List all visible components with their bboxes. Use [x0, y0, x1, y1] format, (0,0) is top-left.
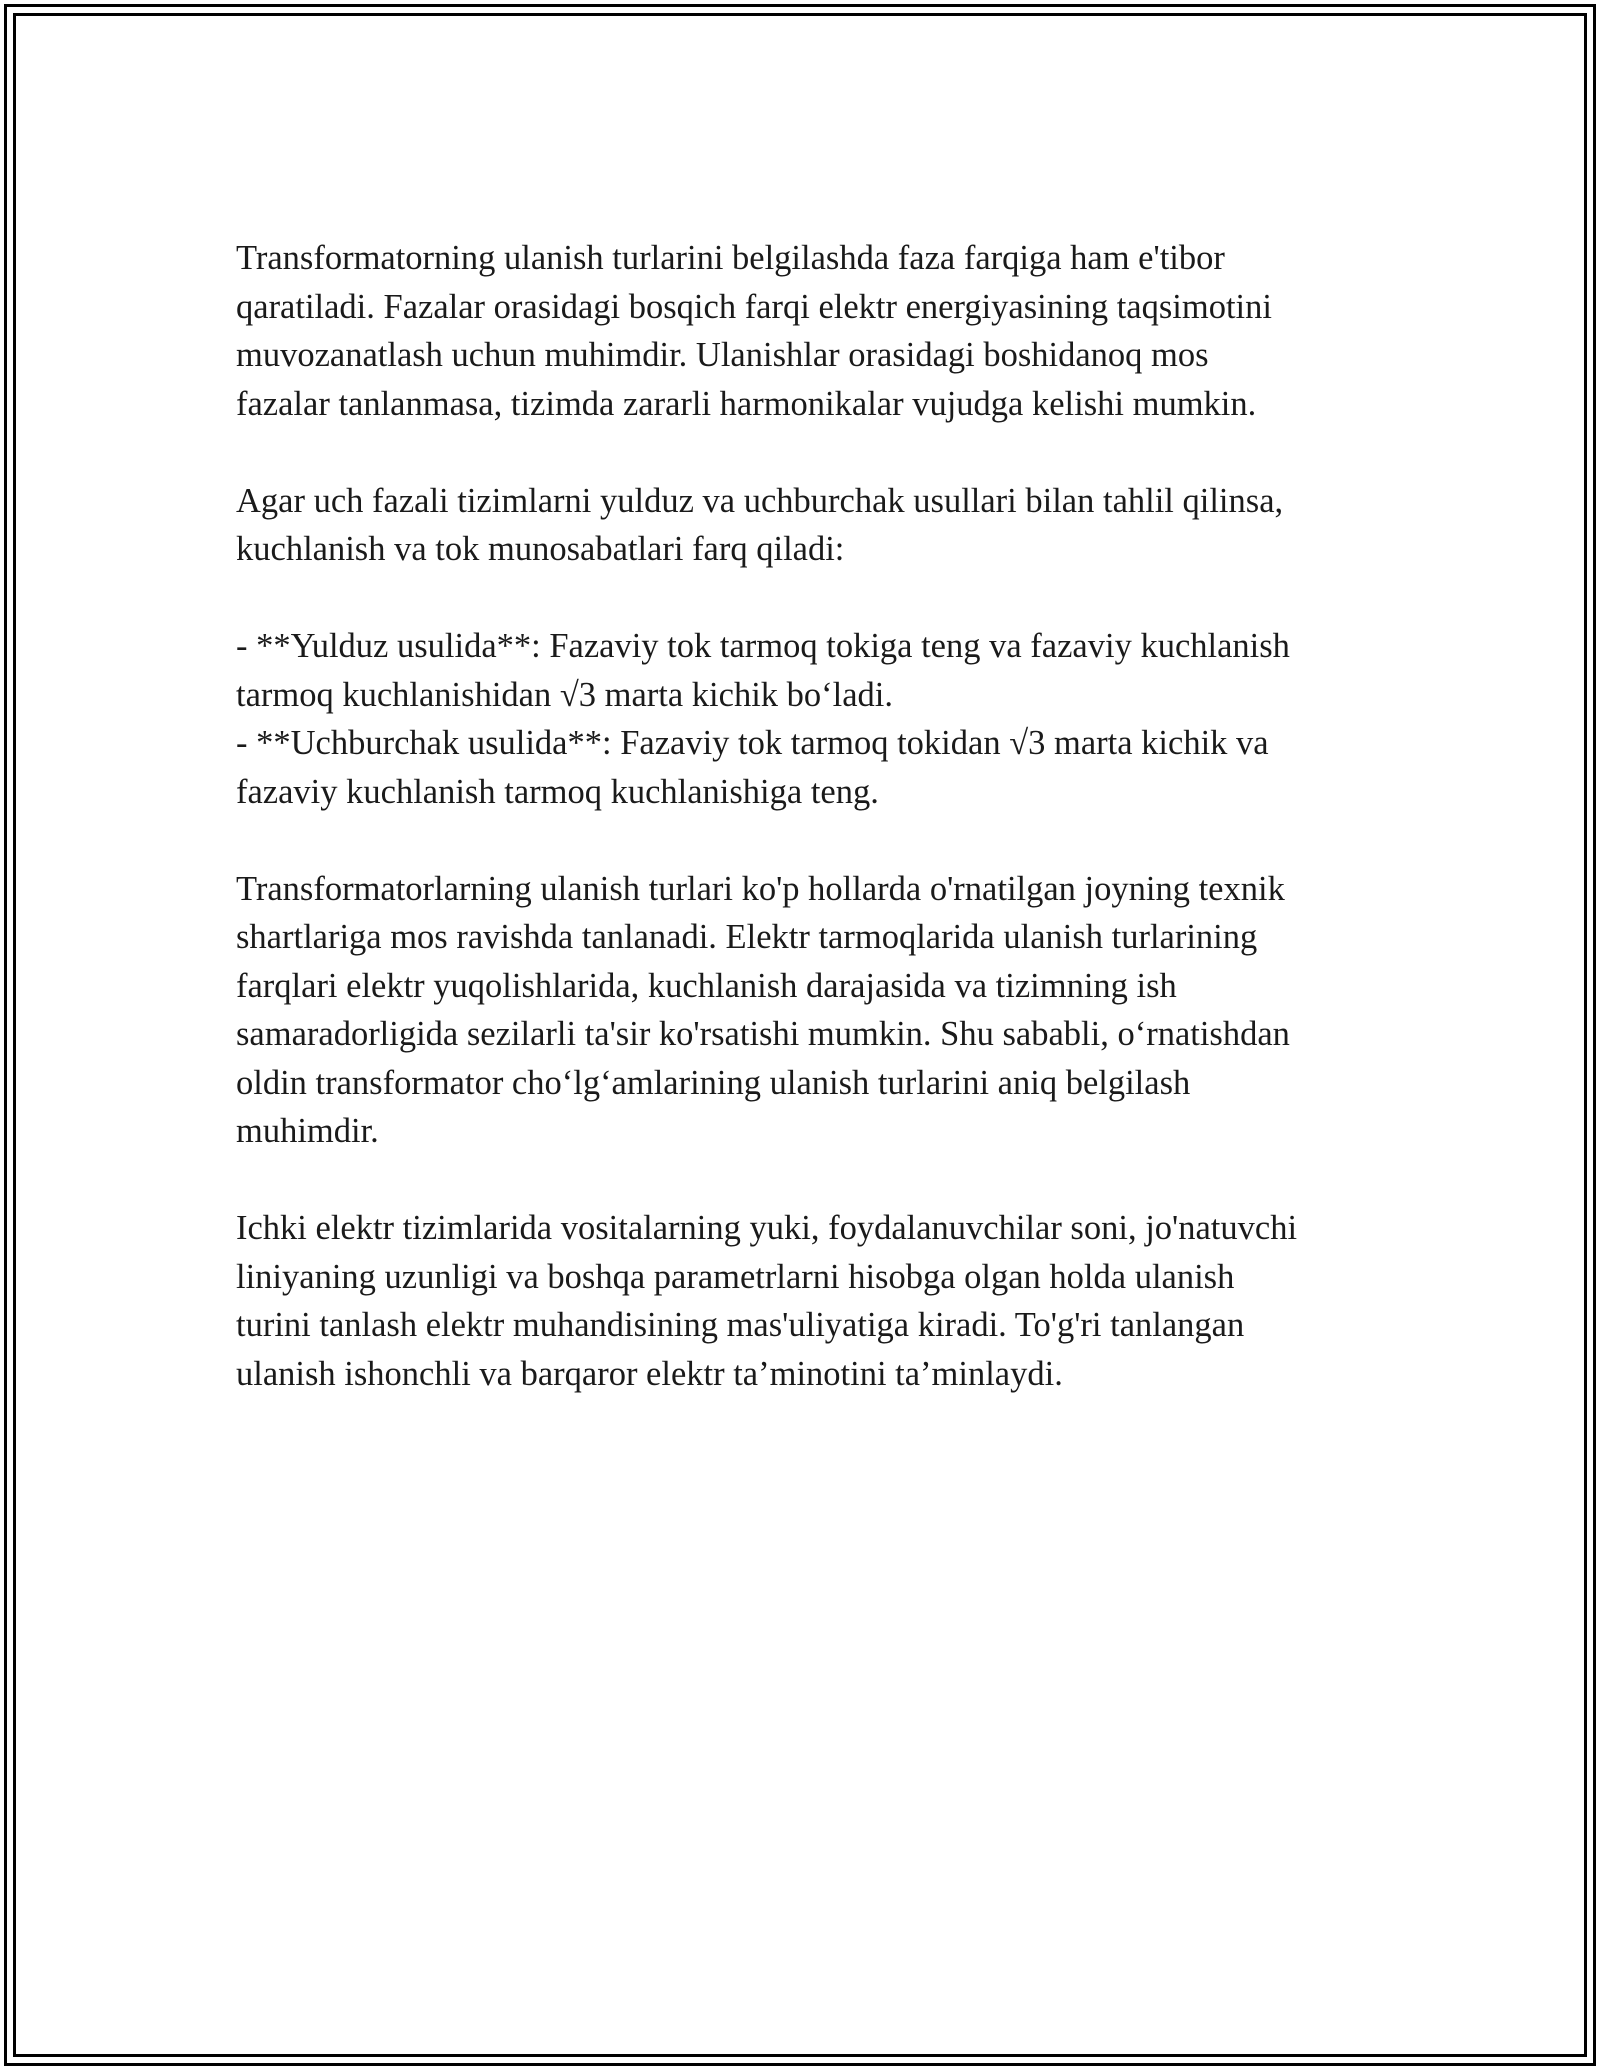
text-line: Transformatorning ulanish turlarini belgilashda faza farqiga ham e'tibor: [236, 239, 1225, 277]
document-body: [236, 234, 1376, 1447]
text-line: Transformatorlarning ulanish turlari ko'p hollarda o'rnatilgan joyning texnik: [236, 869, 1285, 908]
text-line: fazalar tanlanmasa, tizimda zararli harmonikalar vujudga kelishi mumkin.: [236, 384, 1257, 423]
text-line: liniyaning uzunligi va boshqa parametrlarni hisobga olgan holda ulanish: [236, 1257, 1235, 1296]
paragraph-engineer-responsibility: [236, 1204, 1376, 1398]
text-line: shartlariga mos ravishda tanlanadi. Elektr tarmoqlarida ulanish turlarining: [236, 918, 1258, 956]
list-item-line: tarmoq kuchlanishidan √3 marta kichik bo‘ladi.: [236, 675, 894, 714]
text-line: turini tanlash elektr muhandisining mas'uliyatiga kiradi. To'g'ri tanlangan: [236, 1306, 1245, 1344]
paragraph-connection-list: [236, 622, 1376, 816]
text-line: oldin transformator cho‘lg‘amlarining ulanish turlarini aniq belgilash: [236, 1063, 1191, 1102]
text-line: Ichki elektr tizimlarida vositalarning yuki, foydalanuvchilar soni, jo'natuvchi: [236, 1209, 1298, 1247]
paragraph-selection-conditions: [236, 865, 1376, 1156]
text-line: qaratiladi. Fazalar orasidagi bosqich farqi elektr energiyasining taqsimotini: [236, 287, 1272, 326]
text-line: samaradorligida sezilarli ta'sir ko'rsatishi mumkin. Shu sababli, o‘rnatishdan: [236, 1015, 1290, 1053]
paragraph-three-phase-intro: [236, 477, 1376, 574]
text-line: Agar uch fazali tizimlarni yulduz va uchburchak usullari bilan tahlil qilinsa,: [236, 481, 1284, 520]
list-item-line: fazaviy kuchlanish tarmoq kuchlanishiga teng.: [236, 772, 879, 811]
list-item-line: - **Uchburchak usulida**: Fazaviy tok tarmoq tokidan √3 marta kichik va: [236, 724, 1269, 762]
text-line: muhimdir.: [236, 1112, 379, 1150]
paragraph-phase-difference: [236, 234, 1376, 428]
text-line: muvozanatlash uchun muhimdir. Ulanishlar orasidagi boshidanoq mos: [236, 336, 1209, 374]
text-line: farqlari elektr yuqolishlarida, kuchlanish darajasida va tizimning ish: [236, 966, 1177, 1005]
list-item-line: - **Yulduz usulida**: Fazaviy tok tarmoq tokiga teng va fazaviy kuchlanish: [236, 627, 1290, 665]
text-line: ulanish ishonchli va barqaror elektr ta’minotini ta’minlaydi.: [236, 1354, 1063, 1393]
text-line: kuchlanish va tok munosabatlari farq qiladi:: [236, 530, 845, 568]
